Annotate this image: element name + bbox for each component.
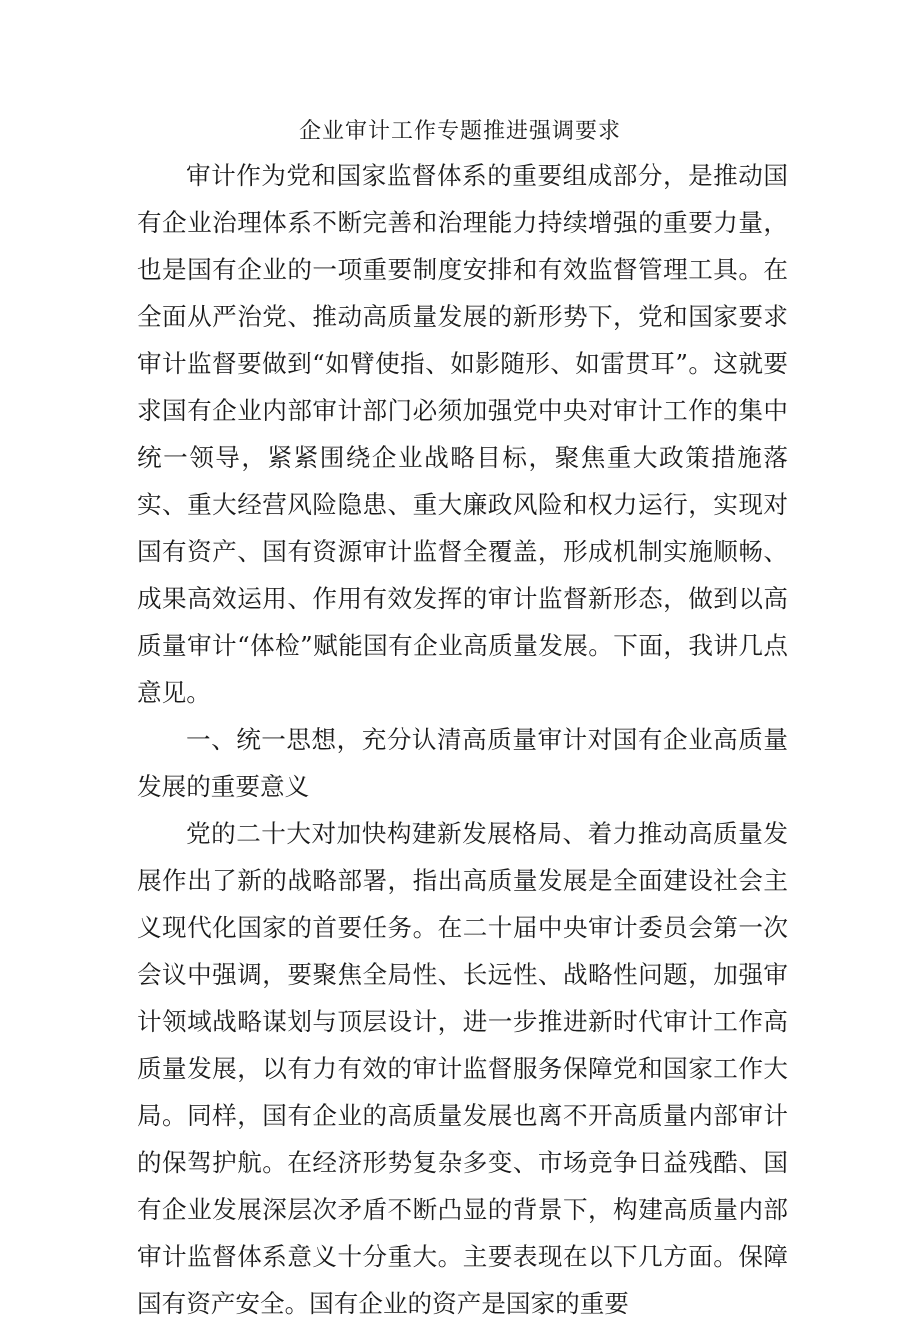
document-body [137, 152, 788, 1327]
intro-paragraph: 审计作为党和国家监督体系的重要组成部分，是推动国有企业治理体系不断完善和治理能力持续增强的重要力量，也是国有企业的一项重要制度安排和有效监督管理工具。在全面从严治党、推动高质量发展的新形势下，党和国家要求审计监督要做到“如臂使指、如影随形、如雷贯耳”。这就要求国有企业内部审计部门必须加强党中央对审计工作的集中统一领导，紧紧围绕企业战略目标，聚焦重大政策措施落实、重大经营风险隐患、重大廉政风险和权力运行，实现对国有资产、国有资源审计监督全覆盖，形成机制实施顺畅、成果高效运用、作用有效发挥的审计监督新形态，做到以高质量审计“体检”赋能国有企业高质量发展。下面，我讲几点意见。 [137, 161, 788, 707]
document-title: 企业审计工作专题推进强调要求 [298, 119, 621, 144]
section-paragraph: 党的二十大对加快构建新发展格局、着力推动高质量发展作出了新的战略部署，指出高质量发展是全面建设社会主义现代化国家的首要任务。在二十届中央审计委员会第一次会议中强调，要聚焦全局性、长远性、战略性问题，加强审计领域战略谋划与顶层设计，进一步推进新时代审计工作高质量发展，以有力有效的审计监督服务保障党和国家工作大局。同样，国有企业的高质量发展也离不开高质量内部审计的保驾护航。在经济形势复杂多变、市场竞争日益残酷、国有企业发展深层次矛盾不断凸显的背景下，构建高质量内部审计监督体系意义十分重大。主要表现在以下几方面。保障国有资产安全。国有企业的资产是国家的重要 [137, 819, 788, 1318]
section-heading: 一、统一思想，充分认清高质量审计对国有企业高质量发展的重要意义 [137, 725, 788, 801]
